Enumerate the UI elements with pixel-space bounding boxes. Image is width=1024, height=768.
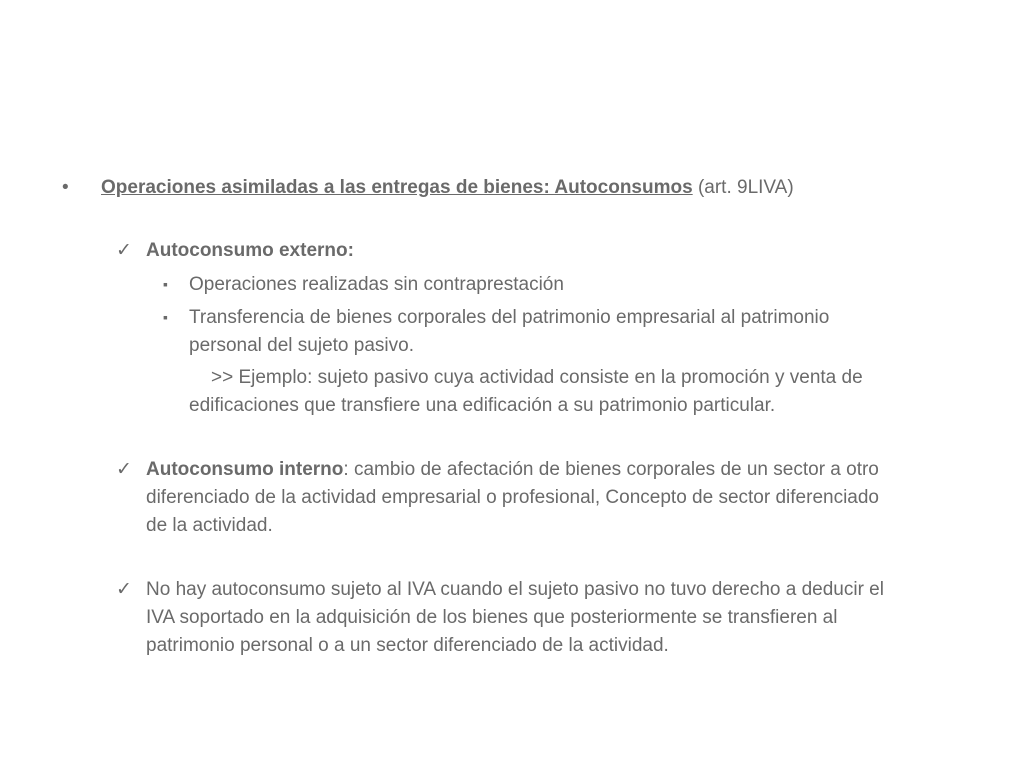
externo-item-2-line-1: Transferencia de bienes corporales del patrimonio empresarial al patrimonio [189,307,830,328]
heading-line [101,173,794,202]
externo-label: Autoconsumo externo: [146,240,354,261]
bullet-icon: • [62,177,69,198]
externo-example-line-1: >> Ejemplo: sujeto pasivo cuya actividad consiste en la promoción y venta de [211,367,863,388]
externo-item-2-line-2: personal del sujeto pasivo. [189,335,414,356]
interno-definition: : cambio de afectación de bienes corporales de un sector a otro [343,459,879,480]
externo-item-1: Operaciones realizadas sin contraprestación [189,274,564,295]
interno-line-1 [146,455,879,484]
interno-line-2: diferenciado de la actividad empresarial o profesional, Concepto de sector diferenciado [146,487,879,508]
checkmark-icon: ✓ [116,240,132,261]
no-hay-line-3: patrimonio personal o a un sector diferenciado de la actividad. [146,635,669,656]
checkmark-icon: ✓ [116,459,132,480]
square-bullet-icon: ▪ [163,309,168,325]
externo-example-line-2: edificaciones que transfiere una edificación a su patrimonio particular. [189,395,776,416]
heading-title: Operaciones asimiladas a las entregas de bienes: Autoconsumos [101,177,693,198]
interno-label: Autoconsumo interno [146,459,344,480]
no-hay-line-1: No hay autoconsumo sujeto al IVA cuando el sujeto pasivo no tuvo derecho a deducir el [146,579,884,600]
interno-line-3: de la actividad. [146,515,273,536]
checkmark-icon: ✓ [116,579,132,600]
heading-reference: (art. 9LIVA) [692,177,794,198]
square-bullet-icon: ▪ [163,276,168,292]
no-hay-line-2: IVA soportado en la adquisición de los bienes que posteriormente se transfieren al [146,607,838,628]
